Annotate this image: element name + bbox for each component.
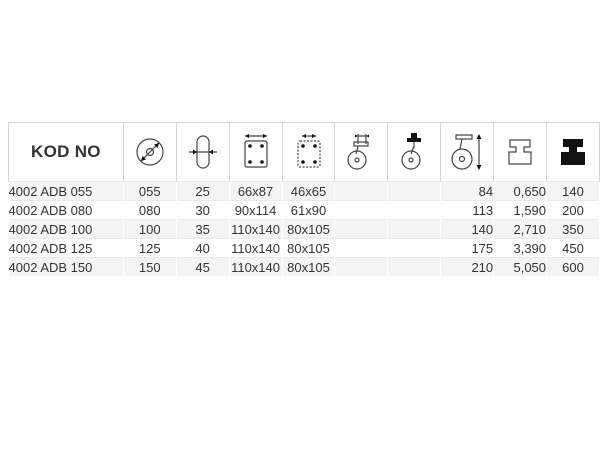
plate-size-value: 110x140	[229, 258, 282, 277]
wheel-diameter-icon	[123, 123, 176, 182]
bolt-fitting-value	[388, 258, 441, 277]
load-capacity-value: 350	[547, 220, 600, 239]
overall-height-value: 140	[441, 220, 494, 239]
product-code: 4002 ADB 150	[9, 258, 124, 277]
load-capacity-value: 140	[547, 182, 600, 201]
product-code: 4002 ADB 125	[9, 239, 124, 258]
wheel-diameter-value: 055	[123, 182, 176, 201]
plate-size-value: 110x140	[229, 220, 282, 239]
overall-height-value: 113	[441, 201, 494, 220]
bolt-fitting-value	[388, 201, 441, 220]
bolt-hole-spacing-value: 80x105	[282, 258, 335, 277]
bolt-fitting-icon	[388, 123, 441, 182]
wheel-diameter-value: 100	[123, 220, 176, 239]
bolt-hole-spacing-value: 61x90	[282, 201, 335, 220]
wheel-diameter-value: 080	[123, 201, 176, 220]
table-row	[9, 258, 600, 277]
bolt-hole-spacing-icon	[282, 123, 335, 182]
swivel-offset-value	[335, 201, 388, 220]
weight-value: 2,710	[494, 220, 547, 239]
plate-size-value: 90x114	[229, 201, 282, 220]
spec-table	[8, 122, 600, 276]
load-capacity-icon	[547, 123, 600, 182]
wheel-width-value: 25	[176, 182, 229, 201]
wheel-width-value: 45	[176, 258, 229, 277]
plate-size-value: 66x87	[229, 182, 282, 201]
swivel-offset-value	[335, 239, 388, 258]
weight-value: 0,650	[494, 182, 547, 201]
bolt-hole-spacing-value: 80x105	[282, 239, 335, 258]
overall-height-value: 175	[441, 239, 494, 258]
table-row	[9, 201, 600, 220]
bolt-fitting-value	[388, 182, 441, 201]
table-row	[9, 220, 600, 239]
overall-height-icon	[441, 123, 494, 182]
wheel-width-icon	[176, 123, 229, 182]
plate-size-value: 110x140	[229, 239, 282, 258]
wheel-width-value: 35	[176, 220, 229, 239]
wheel-width-value: 30	[176, 201, 229, 220]
swivel-offset-value	[335, 258, 388, 277]
product-code: 4002 ADB 055	[9, 182, 124, 201]
plate-size-icon	[229, 123, 282, 182]
bolt-hole-spacing-value: 80x105	[282, 220, 335, 239]
swivel-offset-value	[335, 220, 388, 239]
header-row	[9, 123, 600, 182]
product-code: 4002 ADB 100	[9, 220, 124, 239]
wheel-width-value: 40	[176, 239, 229, 258]
load-capacity-value: 450	[547, 239, 600, 258]
weight-value: 3,390	[494, 239, 547, 258]
table-row	[9, 182, 600, 201]
code-column-header: KOD NO	[9, 123, 124, 182]
load-capacity-value: 200	[547, 201, 600, 220]
weight-icon	[494, 123, 547, 182]
wheel-diameter-value: 125	[123, 239, 176, 258]
product-code: 4002 ADB 080	[9, 201, 124, 220]
wheel-diameter-value: 150	[123, 258, 176, 277]
swivel-offset-value	[335, 182, 388, 201]
weight-value: 5,050	[494, 258, 547, 277]
weight-value: 1,590	[494, 201, 547, 220]
swivel-offset-icon	[335, 123, 388, 182]
overall-height-value: 210	[441, 258, 494, 277]
bolt-fitting-value	[388, 220, 441, 239]
overall-height-value: 84	[441, 182, 494, 201]
bolt-hole-spacing-value: 46x65	[282, 182, 335, 201]
table-row	[9, 239, 600, 258]
load-capacity-value: 600	[547, 258, 600, 277]
bolt-fitting-value	[388, 239, 441, 258]
